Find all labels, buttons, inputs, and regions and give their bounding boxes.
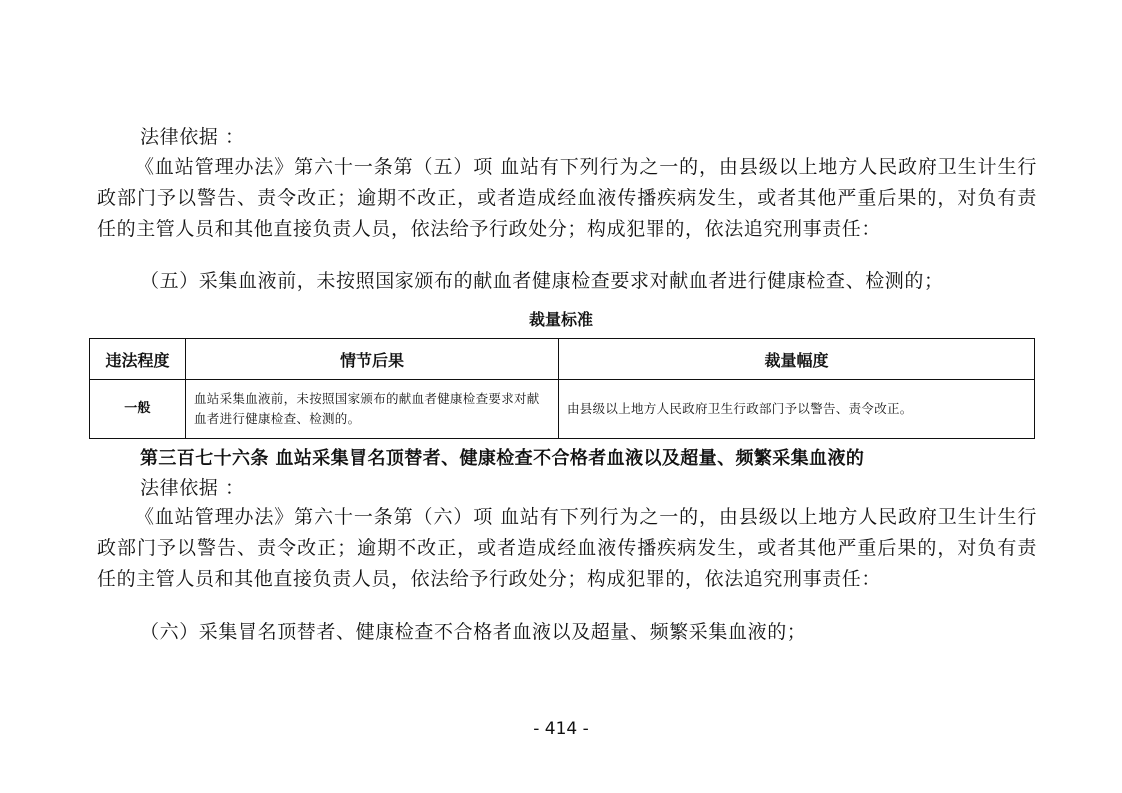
item-text-2: （六）采集冒名顶替者、健康检查不合格者血液以及超量、频繁采集血液的； (140, 621, 807, 643)
legal-basis-label: 法律依据 ： (140, 126, 245, 148)
table-row (90, 380, 1035, 439)
item-text: （五）采集血液前，未按照国家颁布的献血者健康检查要求对献血者进行健康检查、检测的； (140, 270, 944, 292)
article-heading: 第三百七十六条 血站采集冒名顶替者、健康检查不合格者血液以及超量、频繁采集血液的 (140, 448, 865, 469)
cell-circumstances: 血站采集血液前，未按照国家颁布的献血者健康检查要求对献血者进行健康检查、检测的。 (186, 380, 559, 439)
cell-level: 一般 (90, 380, 186, 439)
header-discretion-range: 裁量幅度 (559, 339, 1035, 380)
table-header-row (90, 339, 1035, 380)
table-title: 裁量标准 (528, 310, 593, 329)
page-number: - 414 - (533, 719, 589, 739)
discretion-standard-table (89, 338, 1035, 439)
cell-discretion: 由县级以上地方人民政府卫生行政部门予以警告、责令改正。 (559, 380, 1035, 439)
header-circumstances: 情节后果 (186, 339, 559, 380)
legal-basis-label-2: 法律依据 ： (140, 477, 245, 499)
article-text-2: 《血站管理办法》第六十一条第（六）项 血站有下列行为之一的，由县级以上地方人民政府卫生计生行政部门予以警告、责令改正；逾期不改正，或者造成经血液传播疾病发生，或者其他严重后果的，对负有责任的主管人员和其他直接负责人员，依法给予行政处分；构成犯罪的，依法追究刑事责任： (97, 506, 1037, 590)
header-violation-level: 违法程度 (90, 339, 186, 380)
article-text: 《血站管理办法》第六十一条第（五）项 血站有下列行为之一的，由县级以上地方人民政府卫生计生行政部门予以警告、责令改正；逾期不改正，或者造成经血液传播疾病发生，或者其他严重后果的，对负有责任的主管人员和其他直接负责人员，依法给予行政处分；构成犯罪的，依法追究刑事责任： (97, 156, 1037, 240)
